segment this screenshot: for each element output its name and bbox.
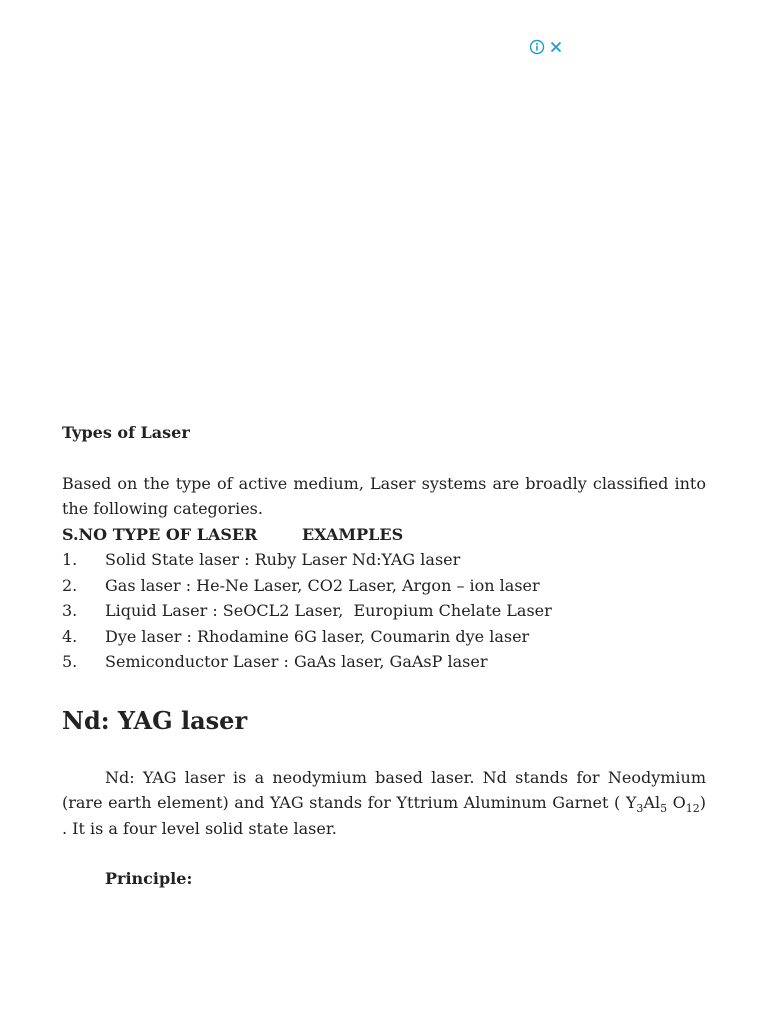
- list-item: [62, 624, 706, 650]
- list-item: [62, 598, 706, 624]
- subscript-12: 12: [685, 802, 700, 816]
- ndyag-text-start: Nd: YAG laser is a neodymium based laser. Nd stands for Neodymium (rare earth element) and YAG stands for Yttrium Aluminum Garnet ( Y: [62, 767, 706, 812]
- section-title: Types of Laser: [62, 423, 190, 442]
- table-header: [62, 522, 706, 548]
- laser-types-list: [62, 547, 706, 675]
- list-item: [62, 573, 706, 599]
- list-item-text: Gas laser : He-Ne Laser, CO2 Laser, Argon – ion laser: [105, 575, 540, 595]
- list-item-number: 1.: [62, 550, 78, 569]
- header-type: TYPE OF LASER: [112, 524, 258, 544]
- intro-paragraph: Based on the type of active medium, Laser systems are broadly classified into the following categories.: [62, 473, 706, 518]
- ndyag-text-o: O: [667, 793, 686, 812]
- info-circle-icon[interactable]: [529, 39, 545, 55]
- header-examples: EXAMPLES: [301, 524, 404, 544]
- ad-controls: [529, 39, 564, 55]
- principle-heading: Principle:: [105, 869, 193, 888]
- header-sno: S.NO: [62, 524, 108, 544]
- ad-area: [0, 0, 768, 400]
- list-item-text: Dye laser : Rhodamine 6G laser, Coumarin dye laser: [105, 626, 530, 646]
- list-item-text: Semiconductor Laser : GaAs laser, GaAsP laser: [105, 652, 488, 671]
- list-item-number: 2.: [62, 575, 78, 595]
- list-item-number: 5.: [62, 652, 78, 671]
- list-item-text: Liquid Laser : SeOCL2 Laser, Europium Chelate Laser: [105, 601, 552, 620]
- close-icon[interactable]: [548, 39, 564, 55]
- list-item-number: 4.: [62, 626, 78, 646]
- list-item: [62, 547, 706, 573]
- subscript-3: 3: [636, 802, 644, 816]
- subscript-5: 5: [660, 802, 668, 816]
- ndyag-text-al: Al: [643, 793, 661, 812]
- list-item-number: 3.: [62, 601, 78, 620]
- ndyag-heading: Nd: YAG laser: [62, 705, 248, 735]
- ndyag-paragraph: [62, 765, 706, 842]
- list-item: [62, 649, 706, 675]
- ndyag-text-end: ) . It is a four level solid state laser.: [62, 793, 707, 838]
- list-item-text: Solid State laser : Ruby Laser Nd:YAG laser: [105, 550, 461, 569]
- article-content: [62, 420, 706, 892]
